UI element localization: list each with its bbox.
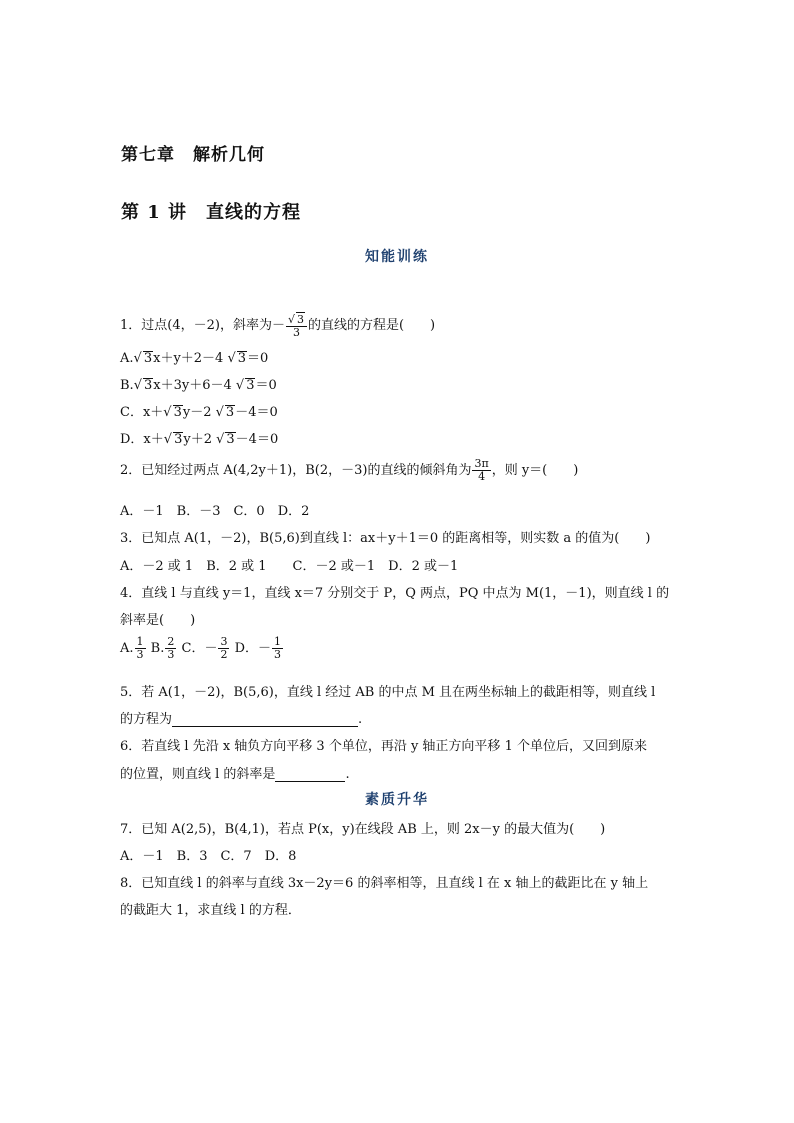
q1-b-end: ＝0	[255, 378, 277, 393]
q1-d-label: D．x＋	[120, 432, 164, 447]
q4-a-num: 1	[136, 635, 144, 648]
q3-options: A．－2 或 1 B．2 或 1 C．－2 或－1 D．2 或－1	[120, 559, 459, 574]
q1-b-mid: x＋3y＋6－4	[153, 378, 232, 393]
q6-prefix: 的位置，则直线 l 的斜率是	[120, 767, 276, 782]
question-4-line1: 4．直线 l 与直线 y＝1，直线 x＝7 分别交于 P，Q 两点，PQ 中点为 M(1，－1)，则直线 l 的	[120, 586, 670, 601]
q1-d-end: －4＝0	[235, 432, 279, 447]
q1-option-b: B.√ 3x＋3y＋6－4 √ 3＝0	[120, 378, 277, 393]
question-8-line1: 8．已知直线 l 的斜率与直线 3x－2y＝6 的斜率相等，且直线 l 在 x 轴上的截距比在 y 轴上	[120, 876, 649, 891]
q4-d-label: D．－	[234, 641, 272, 656]
q1-fraction: $\frac{√ 3}{3}$	[286, 312, 307, 339]
q1-stem: 1．过点(4，－2)，斜率为－	[120, 318, 285, 333]
q1-c-end: －4＝0	[235, 405, 278, 420]
q1-a-rad: 3	[143, 351, 153, 366]
q1-option-d: D．x＋√ 3y＋2 √ 3－4＝0	[120, 432, 279, 447]
q5-prefix: 的方程为	[120, 712, 173, 727]
question-8-line2: 的截距大 1，求直线 l 的方程．	[120, 903, 301, 918]
q4-b-den: 3	[167, 648, 175, 661]
q4-b-num: 2	[167, 635, 175, 648]
q4-a-frac	[135, 636, 146, 661]
banner-practice: 知能训练	[350, 247, 444, 267]
banner-advanced: 素质升华	[350, 790, 444, 810]
q1-b-rad2: 3	[246, 378, 255, 393]
q4-d-num: 1	[274, 635, 282, 648]
question-6-line2	[120, 763, 350, 782]
q1-c-mid: y－2	[182, 405, 212, 420]
question-3: 3．已知点 A(1，－2)，B(5,6)到直线 l：ax＋y＋1＝0 的距离相等，则实数 a 的值为( )	[120, 531, 651, 546]
q1-option-c: C．x＋√ 3y－2 √ 3－4＝0	[120, 405, 278, 420]
question-6-line1: 6．若直线 l 先沿 x 轴负方向平移 3 个单位，再沿 y 轴正方向平移 1 个单位后，又回到原来	[120, 739, 647, 754]
q1-d-rad2: 3	[226, 432, 235, 447]
q4-c-den: 2	[220, 648, 228, 661]
q1-c-rad2: 3	[225, 405, 235, 420]
q1-c-rad: 3	[173, 405, 182, 420]
q1-frac-num: 3	[296, 313, 304, 326]
q4-c-num: 3	[220, 635, 228, 648]
q1-tail: 的直线的方程是( )	[307, 318, 436, 333]
q1-a-mid: x＋y＋2－4	[153, 351, 224, 366]
question-1	[120, 312, 435, 339]
q2-fraction	[472, 458, 490, 483]
q6-answer-blank[interactable]	[275, 766, 345, 782]
q6-suffix: .	[345, 767, 350, 782]
q4-a-den: 3	[136, 648, 144, 661]
q1-a-label: A.	[120, 351, 134, 366]
lesson-title: 第 1 讲 直线的方程	[121, 202, 302, 223]
q1-c-label: C．x＋	[120, 405, 164, 420]
q2-stem: 2．已知经过两点 A(4,2y＋1)，B(2，－3)的直线的倾斜角为	[120, 463, 472, 478]
question-7: 7．已知 A(2,5)，B(4,1)，若点 P(x，y)在线段 AB 上，则 2x－y 的最大值为( )	[120, 822, 606, 837]
q1-a-rad2: 3	[237, 351, 247, 366]
q2-frac-num: 3π	[474, 457, 489, 470]
q1-a-end: ＝0	[247, 351, 269, 366]
q4-c-label: C．－	[181, 641, 218, 656]
question-5-line1: 5．若 A(1，－2)，B(5,6)，直线 l 经过 AB 的中点 M 且在两坐标轴上的截距相等，则直线 l	[120, 685, 656, 700]
q2-options: A．－1 B．－3 C．0 D．2	[120, 504, 310, 519]
q1-option-a: A.√ 3x＋y＋2－4 √ 3＝0	[120, 351, 269, 366]
question-4-line2: 斜率是( )	[120, 613, 196, 628]
chapter-title: 第七章 解析几何	[121, 145, 265, 165]
q5-answer-blank[interactable]	[172, 711, 358, 727]
q1-d-rad: 3	[174, 432, 183, 447]
q4-b-label: B.	[150, 641, 165, 656]
question-5-line2	[120, 708, 362, 727]
q4-c-frac	[218, 636, 229, 661]
q2-tail: ，则 y＝( )	[491, 463, 579, 478]
q1-b-label: B.	[120, 378, 134, 393]
q4-options	[120, 636, 284, 661]
q5-suffix: .	[358, 712, 363, 727]
q4-d-den: 3	[274, 648, 282, 661]
q7-options: A．－1 B．3 C．7 D．8	[120, 849, 297, 864]
q2-frac-den: 4	[478, 470, 486, 483]
q1-d-mid: y＋2	[183, 432, 212, 447]
q1-b-rad: 3	[143, 378, 153, 393]
q1-frac-den: 3	[292, 326, 300, 339]
q4-d-frac	[272, 636, 283, 661]
question-2	[120, 458, 578, 483]
q4-b-frac	[165, 636, 176, 661]
q4-a-label: A.	[120, 641, 134, 656]
